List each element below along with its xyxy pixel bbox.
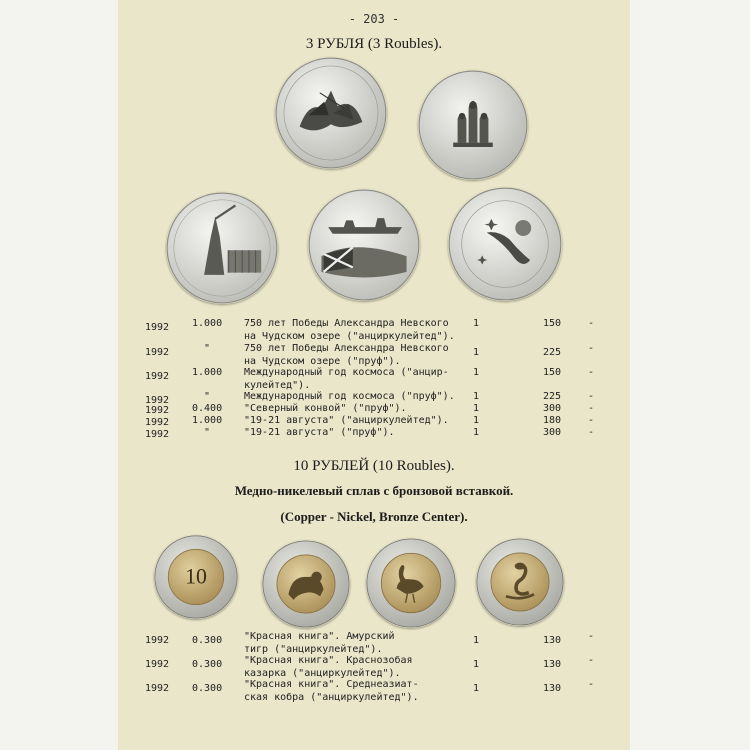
- row-weight: 1.000: [192, 367, 223, 378]
- row-price: 130: [543, 659, 562, 670]
- row-quantity: 1: [473, 415, 480, 426]
- section-title-10-roubles: 10 РУБЛЕЙ (10 Roubles).: [293, 458, 455, 474]
- row-description: "Красная книга". Амурский тигр ("анциркулейтед").: [244, 631, 395, 655]
- row-weight: 0.400: [192, 403, 223, 414]
- row-description: Международный год космоса ("анцир- кулейтед").: [244, 367, 449, 391]
- row-price: 130: [543, 683, 562, 694]
- row-quantity: 1: [473, 391, 480, 402]
- row-description: "Красная книга". Среднеазиат- ская кобра ("анциркулейтед").: [244, 679, 419, 703]
- book-page: [118, 0, 630, 750]
- coin-space-year: [448, 187, 562, 301]
- section-subtitle-ru: Медно-никелевый сплав с бронзовой вставкой.: [234, 483, 514, 498]
- row-year: 1992: [145, 659, 170, 670]
- coin-amur-tiger: [262, 540, 350, 628]
- row-weight: 1.000: [192, 415, 223, 426]
- row-quantity: 1: [473, 427, 480, 438]
- row-dash: -: [588, 343, 595, 354]
- row-price: 150: [543, 318, 562, 329]
- row-quantity: 1: [473, 367, 480, 378]
- table-row: [118, 317, 630, 345]
- row-price: 150: [543, 367, 562, 378]
- row-year: 1992: [145, 347, 170, 358]
- row-year: 1992: [145, 371, 170, 382]
- row-description: "19-21 августа" ("пруф").: [244, 427, 395, 438]
- row-price: 225: [543, 391, 562, 402]
- row-weight: 0.300: [192, 635, 223, 646]
- row-dash: -: [588, 631, 595, 642]
- coin-nevsky: [275, 57, 387, 169]
- row-year: 1992: [145, 322, 170, 333]
- table-row: [118, 426, 630, 440]
- row-quantity: 1: [473, 659, 480, 670]
- row-description: "Северный конвой" ("пруф").: [244, 403, 407, 414]
- row-weight: 0.300: [192, 659, 223, 670]
- row-dash: -: [588, 679, 595, 690]
- row-dash: -: [588, 318, 595, 329]
- row-quantity: 1: [473, 403, 480, 414]
- section-title-3-roubles: 3 РУБЛЯ (3 Roubles).: [305, 36, 443, 52]
- row-description: 750 лет Победы Александра Невского на Чудском озере ("анциркулейтед").: [244, 318, 455, 342]
- row-price: 130: [543, 635, 562, 646]
- row-year: 1992: [145, 417, 170, 428]
- coin-severny-konvoy: [308, 189, 420, 301]
- row-year: 1992: [145, 635, 170, 646]
- row-weight: ": [204, 343, 211, 354]
- coin-19-21-august: [166, 192, 278, 304]
- row-weight: ": [204, 427, 211, 438]
- row-quantity: 1: [473, 318, 480, 329]
- row-weight: 0.300: [192, 683, 223, 694]
- row-year: 1992: [145, 683, 170, 694]
- row-price: 225: [543, 347, 562, 358]
- row-price: 300: [543, 427, 562, 438]
- coin-10-rubley: [154, 535, 238, 619]
- row-dash: -: [588, 415, 595, 426]
- row-quantity: 1: [473, 683, 480, 694]
- row-dash: -: [588, 427, 595, 438]
- row-quantity: 1: [473, 635, 480, 646]
- row-quantity: 1: [473, 347, 480, 358]
- row-year: 1992: [145, 405, 170, 416]
- table-row: [118, 678, 630, 706]
- row-description: "Красная книга". Краснозобая казарка ("анциркулейтед").: [244, 655, 413, 679]
- coin-cobra: [476, 538, 564, 626]
- row-weight: 1.000: [192, 318, 223, 329]
- row-description: "19-21 августа" ("анциркулейтед").: [244, 415, 449, 426]
- svg-text:10: 10: [185, 564, 207, 589]
- row-year: 1992: [145, 395, 170, 406]
- section-subtitle-en: (Copper - Nickel, Bronze Center).: [280, 509, 468, 524]
- row-dash: -: [588, 391, 595, 402]
- row-year: 1992: [145, 429, 170, 440]
- row-dash: -: [588, 403, 595, 414]
- row-price: 180: [543, 415, 562, 426]
- row-dash: -: [588, 655, 595, 666]
- page-number: - 203 -: [348, 12, 400, 26]
- row-weight: ": [204, 391, 211, 402]
- row-description: Международный год космоса ("пруф").: [244, 391, 455, 402]
- row-dash: -: [588, 367, 595, 378]
- row-description: 750 лет Победы Александра Невского на Чудском озере ("пруф").: [244, 343, 449, 367]
- coin-red-breasted-goose: [366, 538, 456, 628]
- coin-bank-rossii-kremlin: [418, 70, 528, 180]
- row-price: 300: [543, 403, 562, 414]
